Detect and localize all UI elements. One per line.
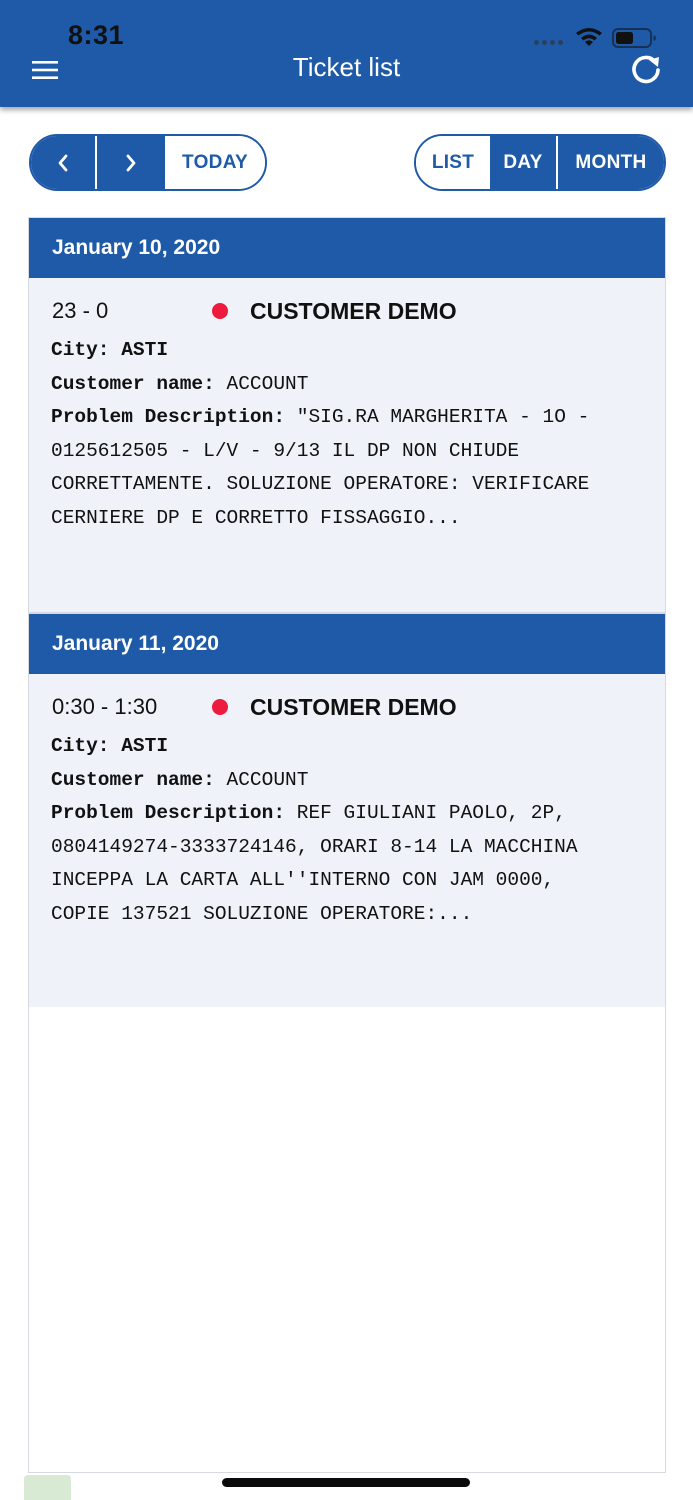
refresh-icon[interactable] — [628, 52, 664, 88]
ticket-item[interactable] — [29, 674, 665, 1007]
chevron-left-icon — [56, 153, 70, 173]
month-view-button[interactable]: MONTH — [558, 136, 664, 189]
ticket-customer: CUSTOMER DEMO — [250, 297, 457, 324]
ticket-summary — [51, 294, 643, 328]
problem-description: "SIG.RA MARGHERITA - 1O - 0125612505 - L/V - 9/13 IL DP NON CHIUDE CORRETTAMENTE. SOLUZIONE OPERATORE: VERIFICARE CERNIERE DP E CORRETTO FISSAGGIO... — [51, 406, 590, 529]
status-time: 8:31 — [68, 20, 125, 50]
list-view-button[interactable]: LIST — [416, 136, 490, 189]
day-header: January 11, 2020 — [29, 614, 665, 674]
city-value: ASTI — [121, 735, 169, 757]
ticket-details — [51, 730, 611, 931]
customer-name-value: ACCOUNT — [226, 372, 309, 395]
today-button[interactable]: TODAY — [165, 136, 265, 189]
home-indicator[interactable] — [222, 1478, 470, 1487]
customer-name-label: Customer name: — [51, 372, 215, 395]
ticket-time: 23 - 0 — [52, 298, 109, 323]
ticket-customer: CUSTOMER DEMO — [250, 693, 457, 720]
city-label: City: — [51, 339, 110, 361]
view-mode-group — [414, 134, 666, 191]
app-header — [0, 0, 693, 107]
city-label: City: — [51, 735, 110, 757]
ticket-summary — [51, 690, 643, 724]
status-dot — [212, 699, 228, 715]
city-value: ASTI — [121, 339, 169, 361]
problem-description: REF GIULIANI PAOLO, 2P, 0804149274-3333724146, ORARI 8-14 LA MACCHINA INCEPPA LA CARTA ALL''INTERNO CON JAM 0000, COPIE 137521 SOLUZIONE OPERATORE:... — [51, 802, 578, 925]
next-button[interactable] — [97, 136, 165, 189]
customer-name-value: ACCOUNT — [226, 768, 309, 791]
page-title: Ticket list — [292, 52, 401, 82]
problem-label: Problem Description: — [51, 406, 286, 428]
signal-dots-icon — [534, 40, 563, 45]
chevron-right-icon — [124, 153, 138, 173]
day-header: January 10, 2020 — [29, 218, 665, 278]
date-navigation-group — [29, 134, 267, 191]
problem-label: Problem Description: — [51, 802, 286, 824]
previous-button[interactable] — [31, 136, 97, 189]
ticket-time: 0:30 - 1:30 — [52, 694, 158, 719]
status-dot — [212, 303, 228, 319]
wifi-icon — [574, 26, 604, 48]
ticket-details — [51, 334, 611, 535]
battery-icon — [612, 27, 658, 49]
day-view-button[interactable]: DAY — [490, 136, 558, 189]
ticket-list — [28, 217, 666, 1473]
corner-overlay — [24, 1475, 71, 1500]
customer-name-label: Customer name: — [51, 768, 215, 791]
ticket-item[interactable] — [29, 278, 665, 614]
